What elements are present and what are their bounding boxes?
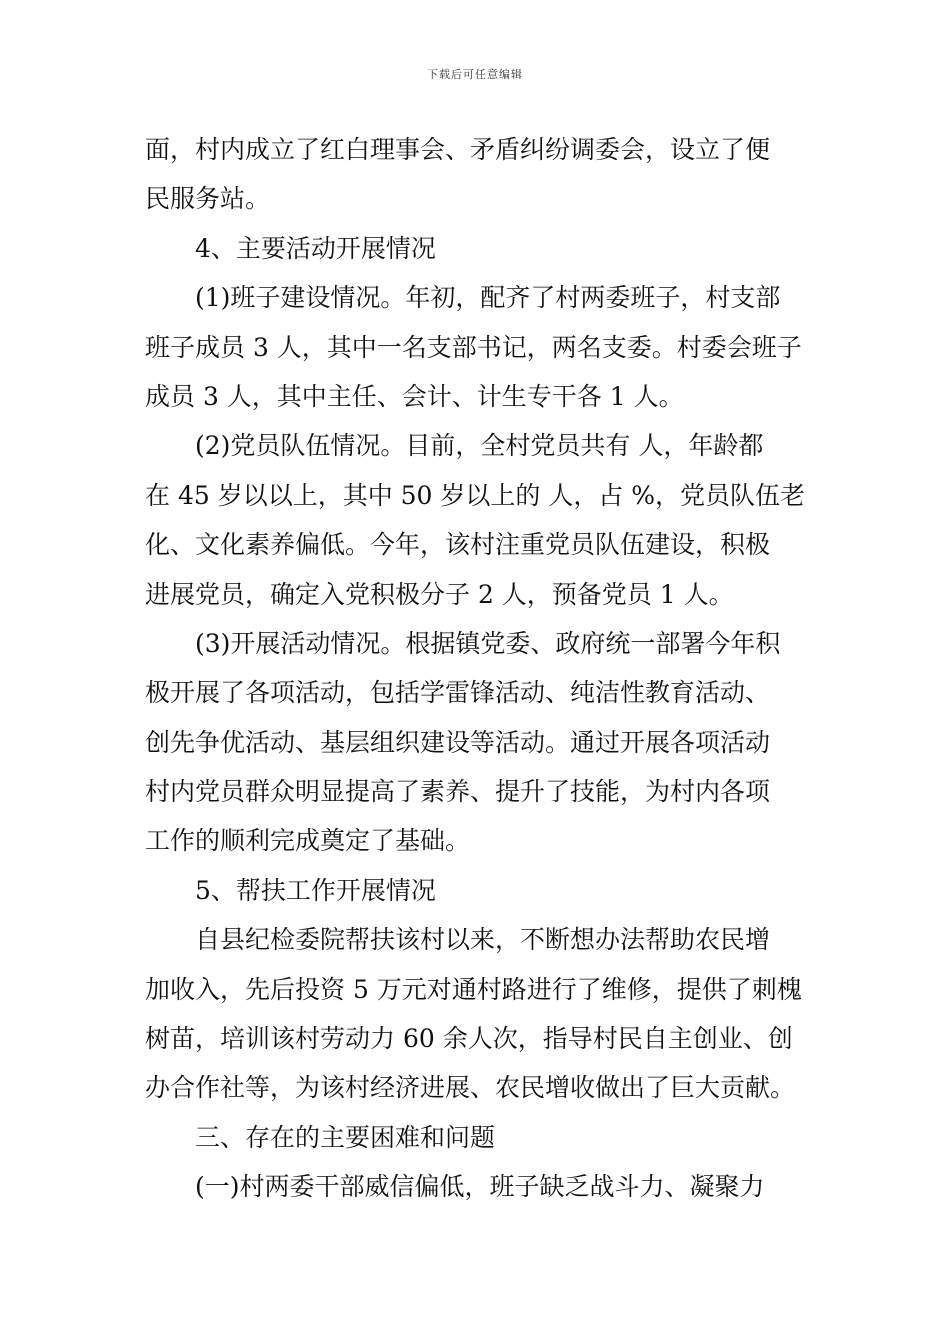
section-heading: 三、存在的主要困难和问题: [195, 1122, 496, 1152]
page-header-note: 下载后可任意编辑: [427, 68, 523, 81]
text-line: 极开展了各项活动，包括学雷锋活动、纯洁性教育活动、: [145, 678, 771, 708]
text-line: 民服务站。: [145, 184, 271, 214]
text-line: 进展党员，确定入党积极分子 2 人，预备党员 1 人。: [145, 579, 734, 609]
section-heading: 5、帮扶工作开展情况: [195, 875, 436, 905]
text-line: (一)村两委干部威信偏低，班子缺乏战斗力、凝聚力: [195, 1172, 765, 1202]
text-line: 树苗，培训该村劳动力 60 余人次，指导村民自主创业、创: [145, 1024, 793, 1054]
text-line: 办合作社等，为该村经济进展、农民增收做出了巨大贡献。: [145, 1073, 796, 1103]
text-line: 自县纪检委院帮扶该村以来，不断想办法帮助农民增: [195, 925, 771, 955]
text-line: 加收入，先后投资 5 万元对通村路进行了维修，提供了刺槐: [145, 974, 802, 1004]
text-line: (1)班子建设情况。年初，配齐了村两委班子，村支部: [195, 283, 781, 313]
section-heading: 4、主要活动开展情况: [195, 233, 436, 263]
text-line: 工作的顺利完成奠定了基础。: [145, 826, 471, 856]
text-line: 面，村内成立了红白理事会、矛盾纠纷调委会，设立了便: [145, 135, 771, 164]
text-line: 在 45 岁以以上，其中 50 岁以上的 人，占 %，党员队伍老: [145, 480, 806, 510]
text-line: 创先争优活动、基层组织建设等活动。通过开展各项活动: [145, 727, 771, 757]
text-line: (2)党员队伍情况。目前，全村党员共有 人，年龄都: [195, 431, 764, 461]
text-line: 村内党员群众明显提高了素养、提升了技能，为村内各项: [145, 777, 771, 807]
text-line: 成员 3 人，其中主任、会计、计生专干各 1 人。: [145, 381, 684, 411]
text-line: 化、文化素养偏低。今年，该村注重党员队伍建设，积极: [145, 530, 771, 560]
text-line: 班子成员 3 人，其中一名支部书记，两名支委。村委会班子: [145, 332, 802, 362]
text-line: (3)开展活动情况。根据镇党委、政府统一部署今年积: [195, 628, 781, 658]
document-body: [145, 125, 810, 1212]
